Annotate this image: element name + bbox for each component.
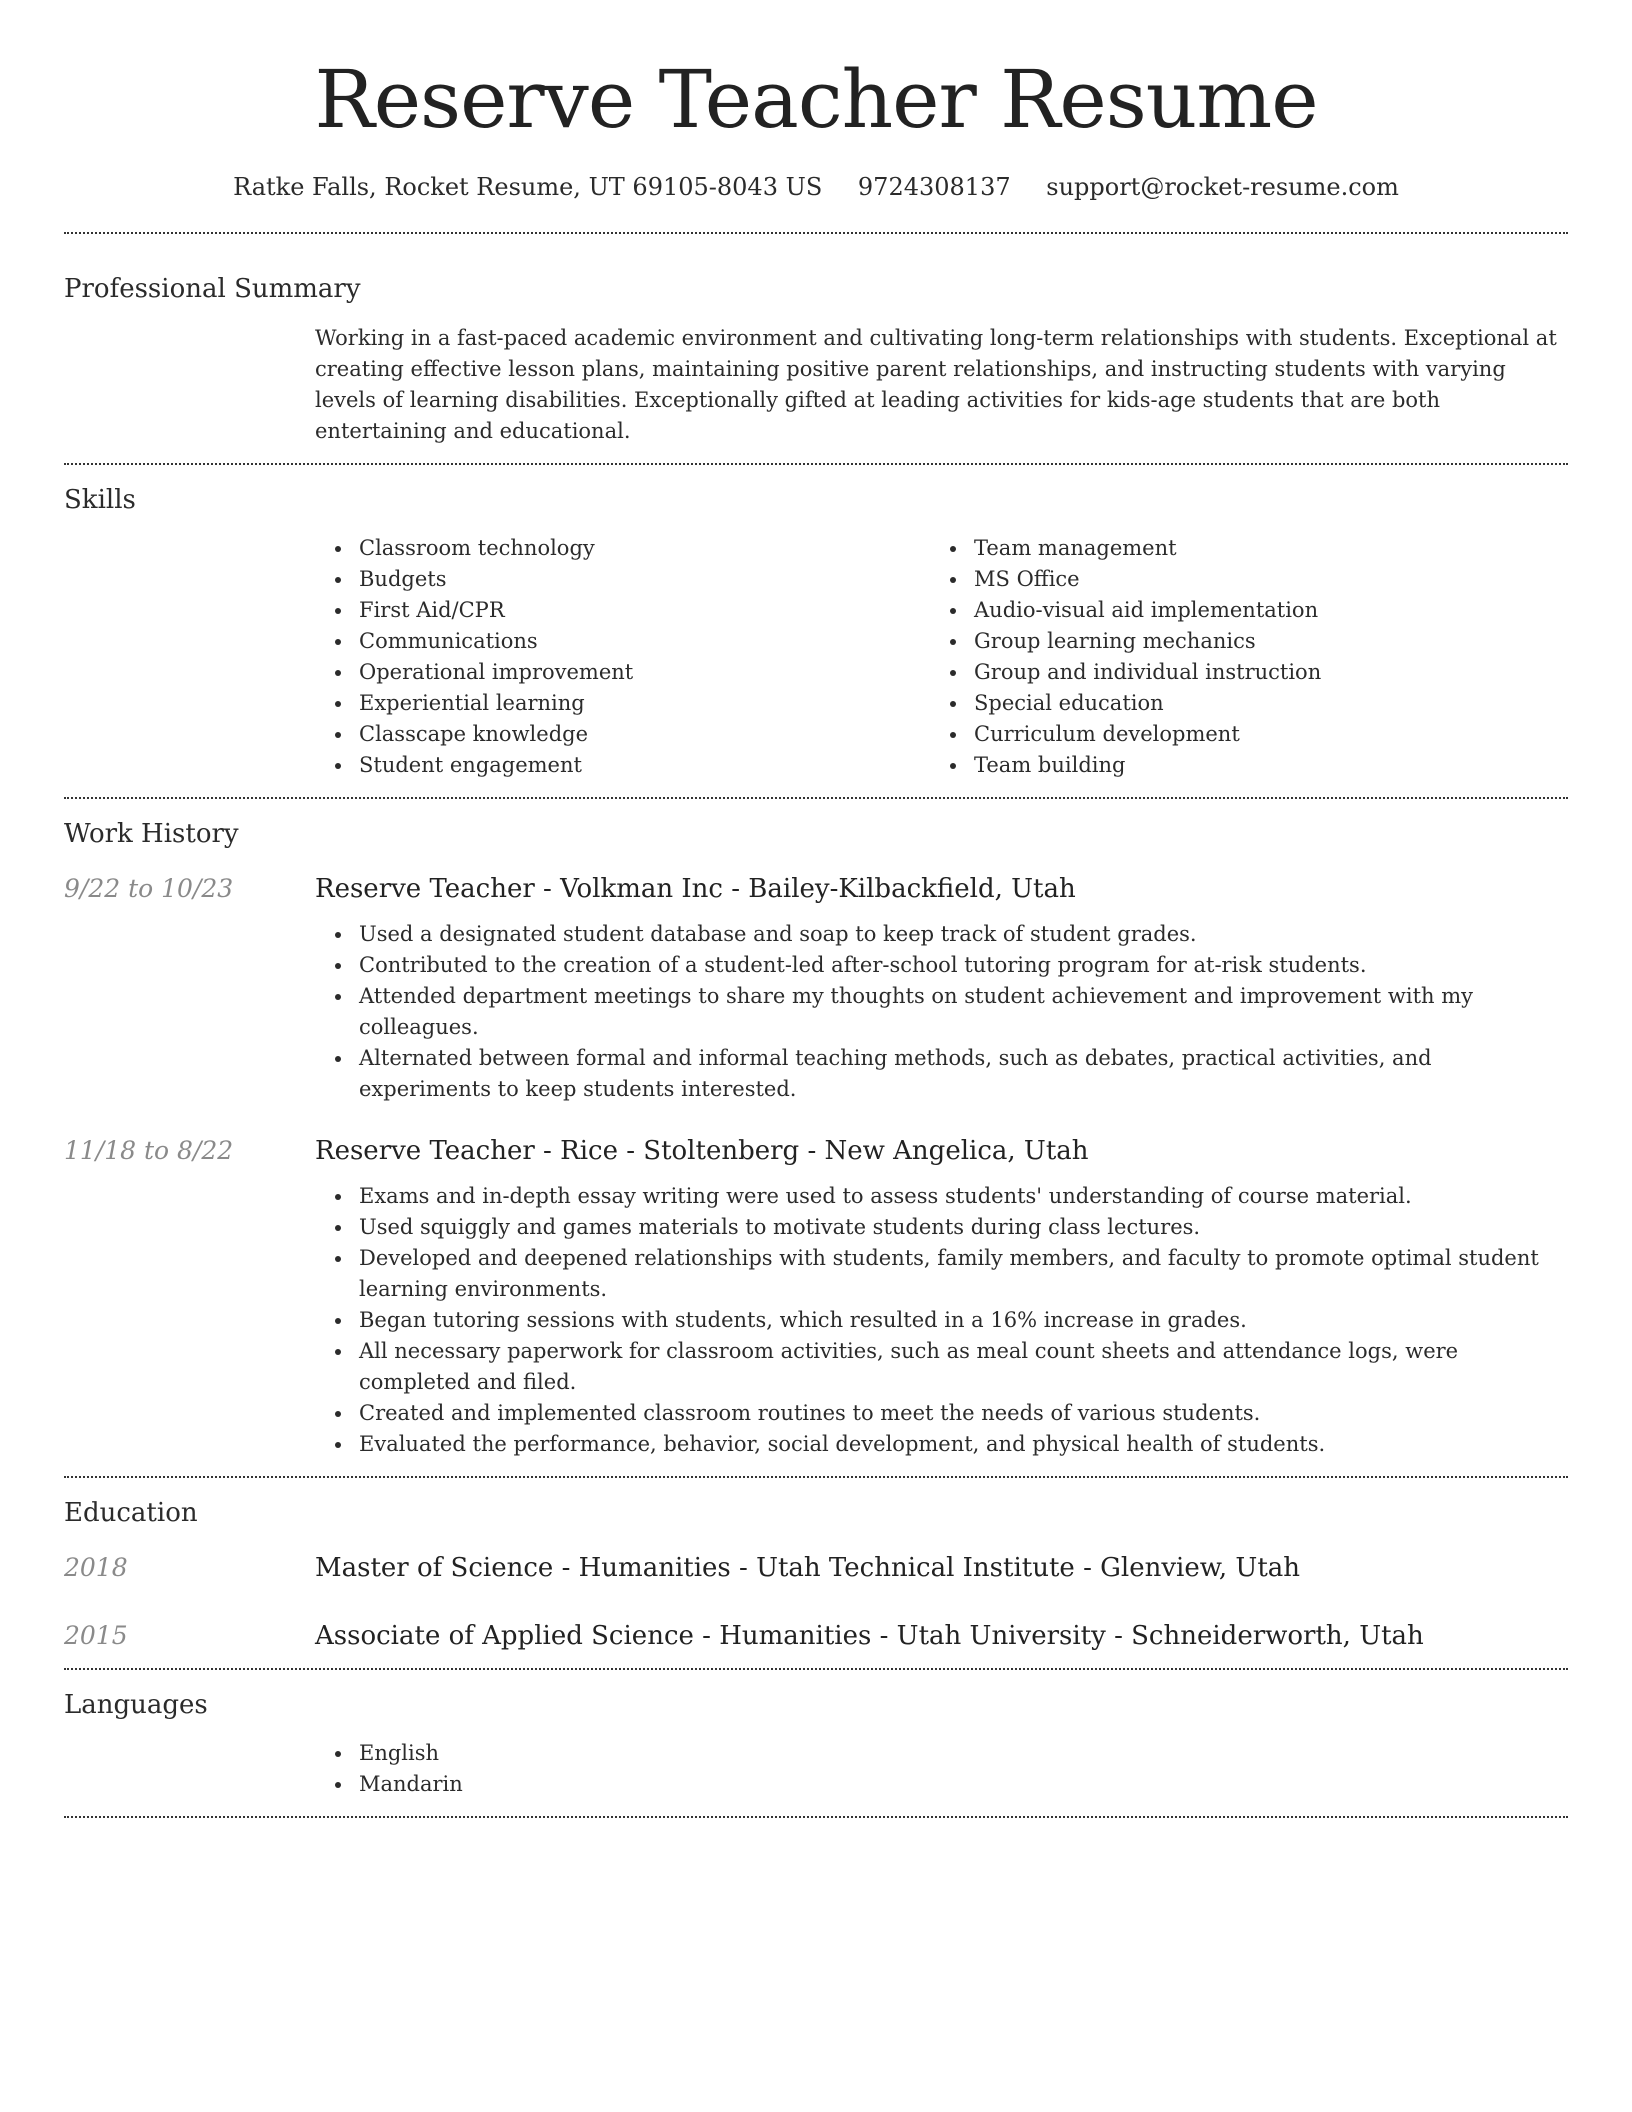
section-work-history xyxy=(64,799,1568,1476)
contact-address: Ratke Falls, Rocket Resume, UT 69105-8043 US xyxy=(233,173,823,201)
section-title-summary: Professional Summary xyxy=(64,274,361,304)
list-item: Exams and in-depth essay writing were used to assess students' understanding of course material. xyxy=(315,1181,1568,1212)
list-item: Created and implemented classroom routines to meet the needs of various students. xyxy=(315,1398,1568,1429)
education-entry xyxy=(64,1618,1568,1668)
section-title-skills: Skills xyxy=(64,485,136,515)
skill-item: Experiential learning xyxy=(315,688,930,719)
list-item: Evaluated the performance, behavior, social development, and physical health of students. xyxy=(315,1429,1568,1460)
education-entry xyxy=(64,1550,1568,1586)
work-heading xyxy=(315,1133,1568,1169)
education-heading xyxy=(315,1618,1568,1654)
skill-item: Special education xyxy=(930,688,1545,719)
job-details: - Volkman Inc - Bailey-Kilbackfield, Utah xyxy=(534,874,1076,904)
section-languages xyxy=(64,1670,1568,1816)
resume-title: Reserve Teacher Resume xyxy=(314,53,1318,146)
work-date: 9/22 to 10/23 xyxy=(64,874,234,903)
section-skills xyxy=(64,465,1568,797)
skill-item: Group learning mechanics xyxy=(930,626,1545,657)
list-item: All necessary paperwork for classroom activities, such as meal count sheets and attendance logs, were completed and filed. xyxy=(315,1336,1568,1398)
school-details: - Utah University - Schneiderworth, Utah xyxy=(871,1621,1424,1651)
contact-phone: 9724308137 xyxy=(857,173,1011,201)
skill-item: Group and individual instruction xyxy=(930,657,1545,688)
section-title-education: Education xyxy=(64,1498,198,1528)
skills-list-right xyxy=(930,533,1545,781)
school-details: - Utah Technical Institute - Glenview, Utah xyxy=(730,1553,1301,1583)
section-education xyxy=(64,1478,1568,1668)
contact-email: support@rocket-resume.com xyxy=(1046,173,1399,201)
skills-list-left xyxy=(315,533,930,781)
work-entry xyxy=(64,1133,1568,1476)
list-item: Alternated between formal and informal teaching methods, such as debates, practical activities, and experiments to keep students interested. xyxy=(315,1043,1568,1105)
degree-name: Master of Science - Humanities xyxy=(315,1553,731,1583)
summary-text: Working in a fast-paced academic environment and cultivating long-term relationships with students. Exceptional at creating effective lesson plans, maintaining positive parent relationships, and instructing students with varying levels of learning disabilities. Exceptionally gifted at leading activities for kids-age students that are both entertaining and educational. xyxy=(315,326,1557,443)
skills-columns xyxy=(315,517,1568,797)
education-heading xyxy=(315,1550,1568,1586)
work-bullets xyxy=(315,1169,1568,1476)
skill-item: Operational improvement xyxy=(315,657,930,688)
work-bullets xyxy=(315,907,1568,1105)
skill-item: First Aid/CPR xyxy=(315,595,930,626)
skill-item: Budgets xyxy=(315,564,930,595)
job-title: Reserve Teacher xyxy=(315,874,535,904)
work-date: 11/18 to 8/22 xyxy=(64,1136,234,1165)
job-details: - Rice - Stoltenberg - New Angelica, Utah xyxy=(534,1136,1089,1166)
languages-list xyxy=(315,1722,1568,1816)
skill-item: Classroom technology xyxy=(315,533,930,564)
contact-line xyxy=(64,170,1568,204)
list-item: Used squiggly and games materials to motivate students during class lectures. xyxy=(315,1212,1568,1243)
skill-item: Student engagement xyxy=(315,750,930,781)
divider xyxy=(64,1816,1568,1818)
skill-item: Team building xyxy=(930,750,1545,781)
resume-header xyxy=(64,0,1568,204)
section-summary xyxy=(64,234,1568,463)
skill-item: Classcape knowledge xyxy=(315,719,930,750)
section-title-work: Work History xyxy=(64,819,239,849)
degree-name: Associate of Applied Science - Humanities xyxy=(315,1621,872,1651)
job-title: Reserve Teacher xyxy=(315,1136,535,1166)
education-date: 2018 xyxy=(64,1553,128,1582)
list-item: Attended department meetings to share my thoughts on student achievement and improvement with my colleagues. xyxy=(315,981,1568,1043)
list-item: Used a designated student database and soap to keep track of student grades. xyxy=(315,919,1568,950)
education-date: 2015 xyxy=(64,1621,128,1650)
work-entry xyxy=(64,871,1568,1105)
resume-page xyxy=(64,0,1568,1818)
section-title-languages: Languages xyxy=(64,1690,208,1720)
list-item: Developed and deepened relationships with students, family members, and faculty to promote optimal student learning environments. xyxy=(315,1243,1568,1305)
language-item: English xyxy=(315,1738,1568,1769)
list-item: Contributed to the creation of a student-led after-school tutoring program for at-risk students. xyxy=(315,950,1568,981)
work-heading xyxy=(315,871,1568,907)
skill-item: Communications xyxy=(315,626,930,657)
list-item: Began tutoring sessions with students, which resulted in a 16% increase in grades. xyxy=(315,1305,1568,1336)
skill-item: Curriculum development xyxy=(930,719,1545,750)
language-item: Mandarin xyxy=(315,1769,1568,1800)
skill-item: MS Office xyxy=(930,564,1545,595)
skill-item: Team management xyxy=(930,533,1545,564)
skill-item: Audio-visual aid implementation xyxy=(930,595,1545,626)
